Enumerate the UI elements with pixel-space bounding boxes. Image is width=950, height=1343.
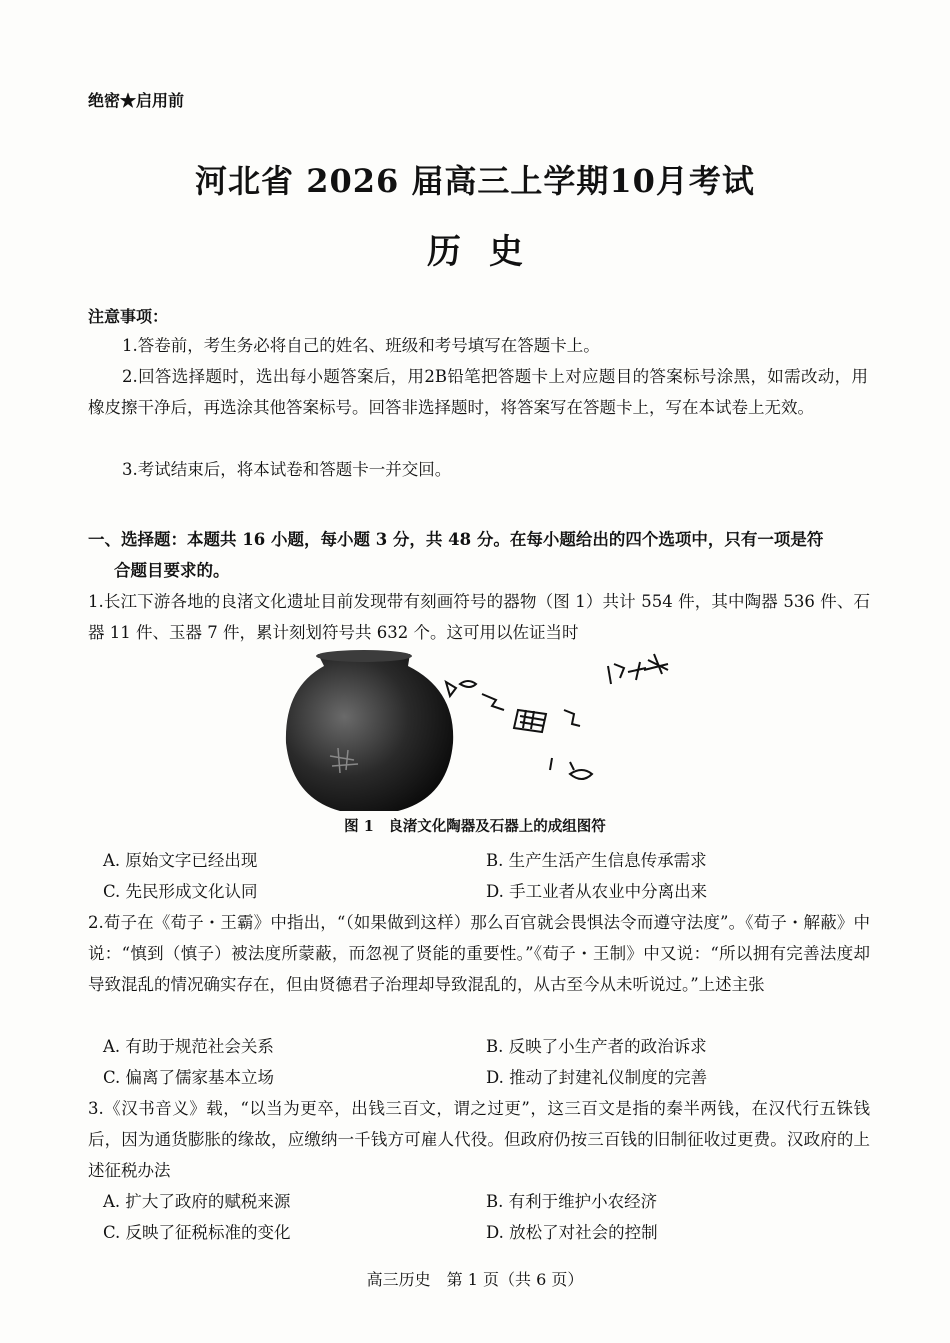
q2-option-d: D. 推动了封建礼仪制度的完善 xyxy=(486,1068,708,1087)
question-1-stem: 1.长江下游各地的良渚文化遗址目前发现带有刻画符号的器物（图 1）共计 554 件，其中陶器 536 件、石器 11 件、玉器 7 件，累计刻划符号共 632 个。这可用以佐证当时 xyxy=(88,592,870,642)
section-heading xyxy=(88,524,870,586)
carved-symbols-image xyxy=(446,654,668,779)
section-heading-line1: 一、选择题：本题共 16 小题，每小题 3 分，共 48 分。在每小题给出的四个选项中，只有一项是符 xyxy=(88,530,824,549)
q3-option-b: B. 有利于维护小农经济 xyxy=(486,1192,658,1211)
subject-title: 历史 xyxy=(427,232,551,272)
page-footer: 高三历史 第 1 页（共 6 页） xyxy=(366,1270,584,1289)
figure-1-pottery-and-symbols xyxy=(278,648,688,816)
pottery-jar-image xyxy=(286,650,453,811)
q3-option-d: D. 放松了对社会的控制 xyxy=(486,1223,658,1242)
confidential-label: 绝密★启用前 xyxy=(88,91,185,110)
q1-option-b: B. 生产生活产生信息传承需求 xyxy=(486,851,707,870)
exam-title: 河北省 2026 届高三上学期10月考试 xyxy=(195,162,755,200)
question-2-stem: 2.荀子在《荀子・王霸》中指出，“（如果做到这样）那么百官就会畏惧法令而遵守法度”。《荀子・解蔽》中说：“慎到（慎子）被法度所蒙蔽，而忽视了贤能的重要性。”《荀子・王制》中又说：“所以拥有完善法度却导致混乱的情况确实存在，但由贤德君子治理却导致混乱的，从古至今从未听说过。”上述主张 xyxy=(88,913,870,994)
notice-item: 1.答卷前，考生务必将自己的姓名、班级和考号填写在答题卡上。 xyxy=(122,336,600,355)
notice-item: 2.回答选择题时，选出每小题答案后，用2B铅笔把答题卡上对应题目的答案标号涂黑，如需改动，用橡皮擦干净后，再选涂其他答案标号。回答非选择题时，将答案写在答题卡上，写在本试卷上无效。 xyxy=(88,367,868,417)
q3-option-c: C. 反映了征税标准的变化 xyxy=(103,1223,291,1242)
q2-option-b: B. 反映了小生产者的政治诉求 xyxy=(486,1037,707,1056)
q2-option-c: C. 偏离了儒家基本立场 xyxy=(103,1068,275,1087)
q3-option-a: A. 扩大了政府的赋税来源 xyxy=(103,1192,291,1211)
q1-option-a: A. 原始文字已经出现 xyxy=(103,851,258,870)
q1-option-d: D. 手工业者从农业中分离出来 xyxy=(486,882,708,901)
question-3-stem: 3.《汉书音义》载，“以当为更卒，出钱三百文，谓之过更”，这三百文是指的秦半两钱，在汉代行五铢钱后，因为通货膨胀的缘故，应缴纳一千钱方可雇人代役。但政府仍按三百钱的旧制征收过更费。汉政府的上述征税办法 xyxy=(88,1099,870,1180)
q2-option-a: A. 有助于规范社会关系 xyxy=(103,1037,274,1056)
figure-1-caption: 图 1 良渚文化陶器及石器上的成组图符 xyxy=(344,818,606,835)
notice-item: 3.考试结束后，将本试卷和答题卡一并交回。 xyxy=(122,460,452,479)
q1-option-c: C. 先民形成文化认同 xyxy=(103,882,258,901)
notice-heading: 注意事项： xyxy=(88,307,169,326)
section-heading-line2: 合题目要求的。 xyxy=(114,561,230,580)
